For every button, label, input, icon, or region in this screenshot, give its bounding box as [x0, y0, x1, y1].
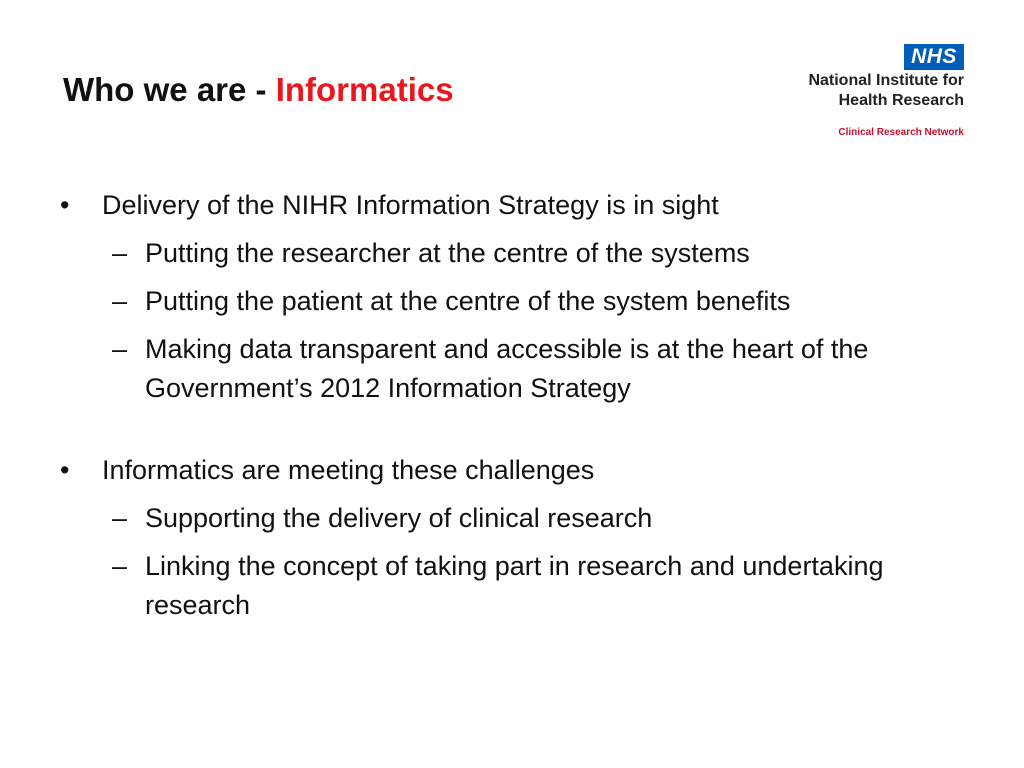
- bullet-marker: •: [60, 455, 70, 485]
- sub-bullet-item: [112, 499, 980, 538]
- sub-bullet-item: [112, 282, 980, 321]
- sub-bullet-marker: –: [112, 286, 128, 316]
- logo-network-name: Clinical Research Network: [838, 127, 964, 138]
- logo-org-line-2: Health Research: [838, 92, 964, 109]
- sub-bullet-item: [112, 330, 980, 408]
- sub-bullet-text: Supporting the delivery of clinical research: [145, 503, 653, 533]
- bullet-marker: •: [60, 190, 70, 220]
- logo-org-line-1: National Institute for: [808, 72, 964, 89]
- bullet-item: [60, 186, 980, 225]
- sub-bullet-text: Putting the researcher at the centre of the systems: [145, 238, 750, 268]
- bullet-text: Delivery of the NIHR Information Strategy is in sight: [102, 190, 719, 220]
- sub-bullet-marker: –: [112, 238, 128, 268]
- sub-bullet-text: Linking the concept of taking part in research and undertaking research: [145, 551, 884, 620]
- nihr-logo: [760, 44, 964, 146]
- slide-title: [63, 72, 454, 108]
- bullet-item: [60, 451, 980, 490]
- sub-bullet-marker: –: [112, 503, 128, 533]
- sub-bullet-text: Making data transparent and accessible is at the heart of the Government’s 2012 Information Strategy: [145, 334, 869, 403]
- bullet-group: [60, 186, 980, 408]
- nhs-logo-badge: NHS: [904, 44, 964, 70]
- sub-bullet-text: Putting the patient at the centre of the system benefits: [145, 286, 791, 316]
- sub-bullet-item: [112, 547, 980, 625]
- slide-title-accent: Informatics: [275, 71, 454, 108]
- bullet-text: Informatics are meeting these challenges: [102, 455, 595, 485]
- bullet-list: [60, 186, 980, 668]
- sub-bullet-item: [112, 234, 980, 273]
- sub-bullet-marker: –: [112, 551, 128, 581]
- sub-bullet-marker: –: [112, 334, 128, 364]
- slide-title-main: Who we are -: [63, 71, 276, 108]
- bullet-group: [60, 451, 980, 625]
